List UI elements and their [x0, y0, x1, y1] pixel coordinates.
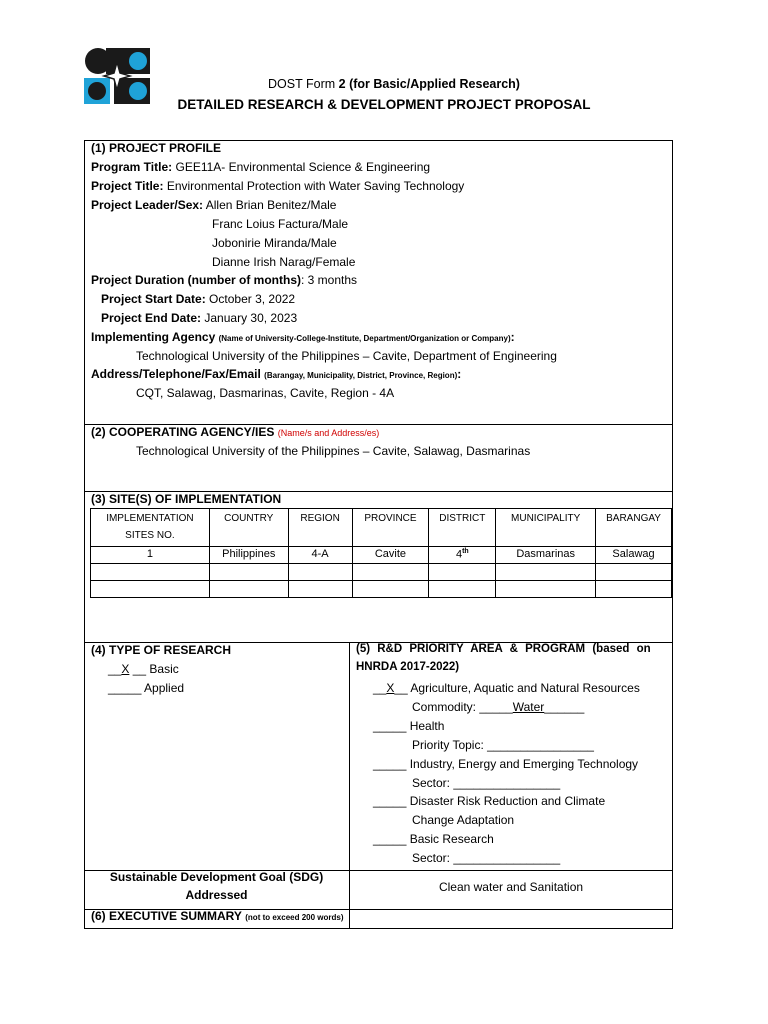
priority-health: _____ Health: [373, 719, 445, 733]
priority-basic-research: _____ Basic Research: [373, 832, 494, 846]
column-header: MUNICIPALITY: [496, 509, 596, 547]
duration-row: Project Duration (number of months): 3 months: [91, 273, 358, 287]
sites-heading: (3) SITE(S) OF IMPLEMENTATION: [91, 492, 282, 506]
leader-2: Franc Loius Factura/Male: [212, 217, 349, 231]
profile-heading: (1) PROJECT PROFILE: [91, 141, 222, 155]
research-type-heading: (4) TYPE OF RESEARCH: [91, 643, 232, 657]
project-leader-row: Project Leader/Sex: Allen Brian Benitez/Male: [91, 198, 337, 212]
site-municipality: Dasmarinas: [496, 547, 596, 564]
site-region: 4-A: [288, 547, 352, 564]
table-row: [91, 581, 672, 598]
table-row: [91, 547, 672, 564]
implementing-agency-value: Technological University of the Philippines – Cavite, Department of Engineering: [136, 349, 557, 363]
sites-table: [90, 508, 672, 598]
site-barangay: Salawag: [596, 547, 672, 564]
column-header: REGION: [288, 509, 352, 547]
column-header: COUNTRY: [209, 509, 288, 547]
column-header: IMPLEMENTATION SITES NO.: [91, 509, 210, 547]
column-header: DISTRICT: [429, 509, 496, 547]
research-type-applied: _____ Applied: [108, 681, 185, 695]
end-date-row: Project End Date: January 30, 2023: [101, 311, 298, 325]
priority-agriculture: __X__ Agriculture, Aquatic and Natural Resources: [373, 681, 640, 695]
address-row: Address/Telephone/Fax/Email (Barangay, Municipality, District, Province, Region):: [91, 367, 462, 381]
cooperating-value: Technological University of the Philippines – Cavite, Salawag, Dasmarinas: [136, 444, 531, 458]
form-label: DOST Form 2 (for Basic/Applied Research): [268, 77, 520, 91]
site-province: Cavite: [352, 547, 429, 564]
priority-sector-1: Sector: ________________: [412, 776, 561, 790]
priority-commodity: Commodity: _____Water______: [412, 700, 585, 714]
site-country: Philippines: [209, 547, 288, 564]
priority-industry: _____ Industry, Energy and Emerging Technology: [373, 757, 639, 771]
program-title-row: Program Title: GEE11A- Environmental Science & Engineering: [91, 160, 431, 174]
priority-sector-2: Sector: ________________: [412, 851, 561, 865]
priority-heading: (5) R&D PRIORITY AREA & PROGRAM (based on HNRDA 2017-2022): [356, 643, 651, 673]
column-header: BARANGAY: [596, 509, 672, 547]
page-title: DETAILED RESEARCH & DEVELOPMENT PROJECT PROPOSAL: [177, 97, 591, 112]
research-type-basic: __X __ Basic: [108, 662, 179, 676]
priority-disaster: _____ Disaster Risk Reduction and Climate: [373, 794, 606, 808]
cooperating-heading-row: (2) COOPERATING AGENCY/IES (Name/s and Address/es): [91, 425, 380, 439]
leader-3: Jobonirie Miranda/Male: [212, 236, 337, 250]
sdg-label-2: Addressed: [185, 888, 248, 902]
sdg-label-1: Sustainable Development Goal (SDG): [109, 870, 324, 884]
sdg-value: Clean water and Sanitation: [438, 880, 584, 894]
address-value: CQT, Salawag, Dasmarinas, Cavite, Region - 4A: [136, 386, 395, 400]
column-header: PROVINCE: [352, 509, 429, 547]
start-date-row: Project Start Date: October 3, 2022: [101, 292, 296, 306]
site-district: 4th: [429, 547, 496, 564]
project-title-row: Project Title: Environmental Protection with Water Saving Technology: [91, 179, 465, 193]
priority-topic: Priority Topic: ________________: [412, 738, 594, 752]
leader-4: Dianne Irish Narag/Female: [212, 255, 356, 269]
implementing-agency-row: Implementing Agency (Name of University-College-Institute, Department/Organization or Company):: [91, 330, 515, 344]
table-header-row: [91, 509, 672, 547]
executive-summary-heading: (6) EXECUTIVE SUMMARY (not to exceed 200 words): [91, 909, 344, 923]
table-row: [91, 564, 672, 581]
site-no: 1: [91, 547, 210, 564]
priority-disaster-2: Change Adaptation: [412, 813, 515, 827]
